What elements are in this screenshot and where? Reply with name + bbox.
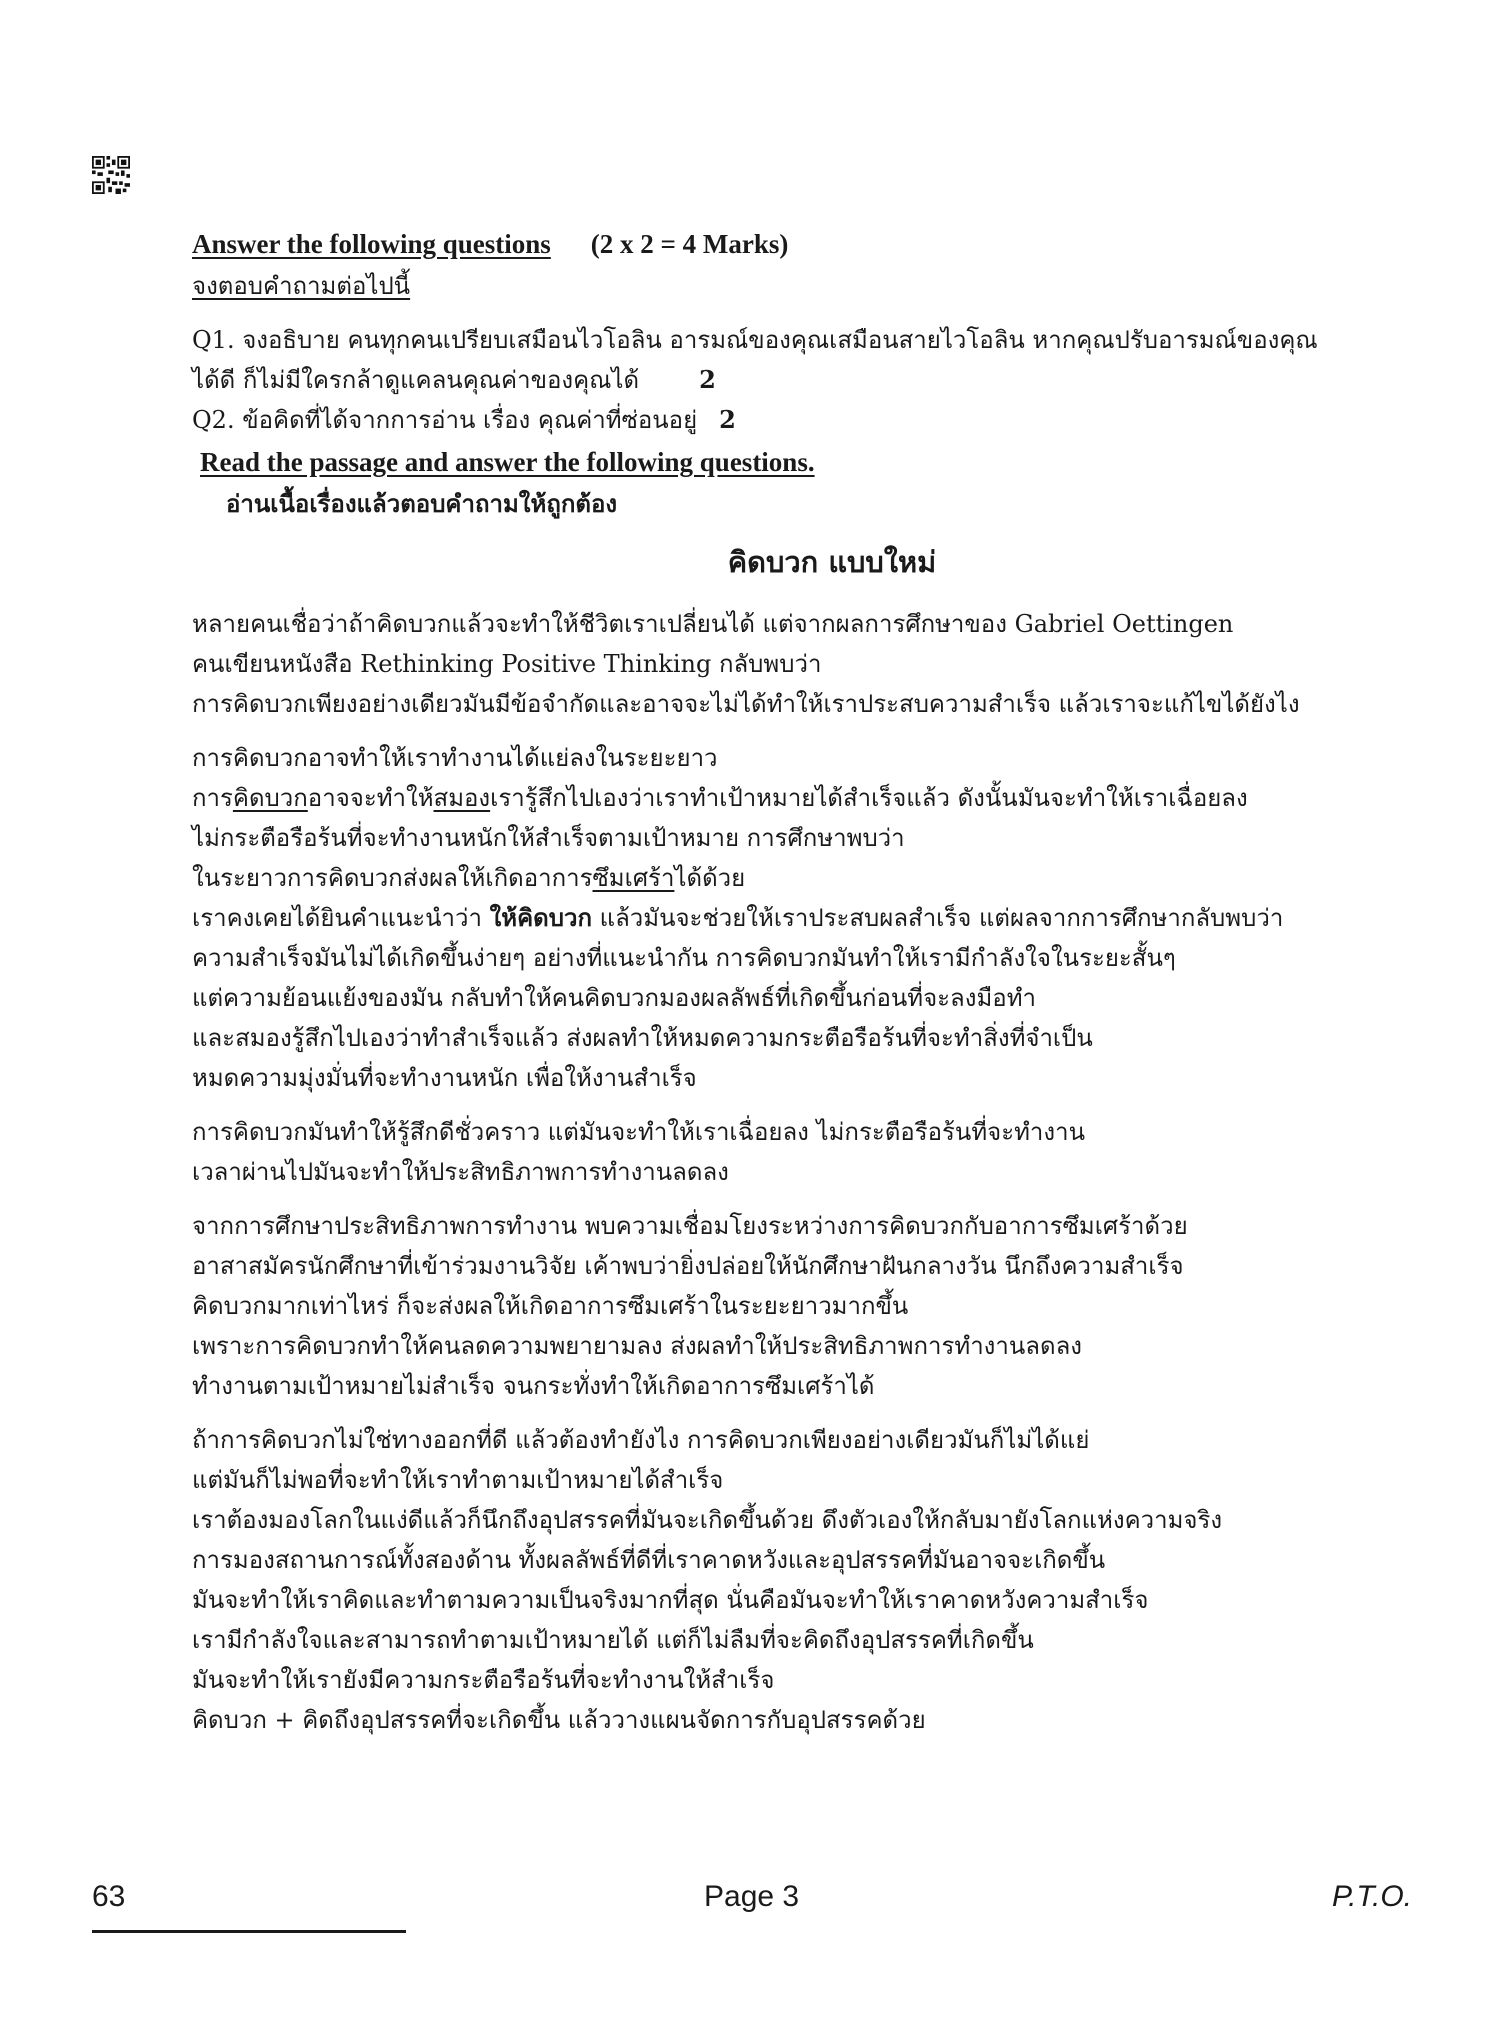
q2-marks: 2 — [719, 405, 736, 434]
underlined-term: ซึมเศร้า — [592, 864, 675, 892]
q2-text: Q2. ข้อคิดที่ได้จากการอ่าน เรื่อง คุณค่าที่ซ่อนอยู่ — [192, 406, 698, 434]
text-run: ได้ด้วย — [674, 864, 746, 892]
text-run: การ — [192, 784, 233, 812]
text-run: แล้วมันจะช่วยให้เราประสบผลสำเร็จ แต่ผลจากการศึกษากลับพบว่า — [591, 904, 1284, 932]
passage-paragraph-2 — [192, 738, 1342, 1098]
passage-line: คิดบวกมากเท่าไหร่ ก็จะส่งผลให้เกิดอาการซึมเศร้าในระยะยาวมากขึ้น — [192, 1292, 909, 1320]
q2-line — [192, 400, 1342, 440]
text-run: ในระยาวการคิดบวกส่งผลให้เกิดอาการ — [192, 864, 593, 892]
passage-line: และสมองรู้สึกไปเองว่าทำสำเร็จแล้ว ส่งผลทำให้หมดความกระตือรือร้นที่จะทำสิ่งที่จำเป็น — [192, 1024, 1093, 1052]
qr-code-icon — [92, 156, 130, 194]
passage-line: แต่ความย้อนแย้งของมัน กลับทำให้คนคิดบวกมองผลลัพธ์ที่เกิดขึ้นก่อนที่จะลงมือทำ — [192, 984, 1036, 1012]
paper-code: 63 — [92, 1880, 126, 1913]
passage-paragraph-3 — [192, 1112, 1342, 1192]
q1-marks: 2 — [699, 365, 716, 394]
passage-line: มันจะทำให้เรายังมีความกระตือรือร้นที่จะทำงานให้สำเร็จ — [192, 1666, 775, 1694]
text-run: อาจจะทำให้ — [307, 784, 434, 812]
page-footer — [92, 1880, 1412, 1920]
passage-line: แต่มันก็ไม่พอที่จะทำให้เราทำตามเป้าหมายได้สำเร็จ — [192, 1466, 724, 1494]
passage-line: การคิดบวกเพียงอย่างเดียวมันมีข้อจำกัดและอาจจะไม่ได้ทำให้เราประสบความสำเร็จ แล้วเราจะแก้ไขได้ยังไง — [192, 690, 1300, 718]
page-content — [192, 222, 1342, 1740]
passage-line — [192, 778, 1342, 818]
passage-line: หมดความมุ่งมั่นที่จะทำงานหนัก เพื่อให้งานสำเร็จ — [192, 1064, 697, 1092]
q1-line2-text: ได้ดี ก็ไม่มีใครกล้าดูแคลนคุณค่าของคุณได้ — [192, 366, 640, 394]
bold-term: ให้คิดบวก — [489, 903, 592, 932]
passage-line: จากการศึกษาประสิทธิภาพการทำงาน พบความเชื่อมโยงระหว่างการคิดบวกกับอาการซึมเศร้าด้วย — [192, 1212, 1188, 1240]
passage-paragraph-4 — [192, 1206, 1342, 1406]
passage-line: เพราะการคิดบวกทำให้คนลดความพยายามลง ส่งผลทำให้ประสิทธิภาพการทำงานลดลง — [192, 1332, 1082, 1360]
passage-line: การมองสถานการณ์ทั้งสองด้าน ทั้งผลลัพธ์ที่ดีที่เราคาดหวังและอุปสรรคที่มันอาจจะเกิดขึ้น — [192, 1546, 1106, 1574]
section2-instruction: อ่านเนื้อเรื่องแล้วตอบคำถามให้ถูกต้อง — [226, 489, 618, 518]
section1-heading-line — [192, 222, 1342, 266]
passage-line: หลายคนเชื่อว่าถ้าคิดบวกแล้วจะทำให้ชีวิตเราเปลี่ยนได้ แต่จากผลการศึกษาของ Gabriel Oettingen — [192, 610, 1234, 638]
section2-heading-line — [192, 440, 1342, 484]
text-run: เรารู้สึกไปเองว่าเราทำเป้าหมายได้สำเร็จแล้ว ดังนั้นมันจะทำให้เราเฉื่อยลง — [490, 784, 1248, 812]
passage-line: ความสำเร็จมันไม่ได้เกิดขึ้นง่ายๆ อย่างที่แนะนำกัน การคิดบวกมันทำให้เรามีกำลังใจในระยะสั้นๆ — [192, 944, 1176, 972]
passage-title: คิดบวก แบบใหม่ — [727, 545, 937, 579]
pto-label: P.T.O. — [1331, 1880, 1412, 1913]
passage-line: เราต้องมองโลกในแง่ดีแล้วก็นึกถึงอุปสรรคที่มันจะเกิดขึ้นด้วย ดึงตัวเองให้กลับมายังโลกแห่งความจริง — [192, 1506, 1223, 1534]
passage-paragraph-5 — [192, 1420, 1342, 1740]
section1-heading-th: จงตอบคำถามต่อไปนี้ — [192, 272, 411, 300]
underlined-term: สมอง — [433, 784, 491, 812]
section1-marks: (2 x 2 = 4 Marks) — [590, 229, 789, 259]
passage-line: อาสาสมัครนักศึกษาที่เข้าร่วมงานวิจัย เค้าพบว่ายิ่งปล่อยให้นักศึกษาฝันกลางวัน นึกถึงความสำเร็จ — [192, 1252, 1184, 1280]
passage-line — [192, 898, 1342, 938]
passage-line: เวลาผ่านไปมันจะทำให้ประสิทธิภาพการทำงานลดลง — [192, 1158, 729, 1186]
passage-line: คนเขียนหนังสือ Rethinking Positive Thinking กลับพบว่า — [192, 650, 822, 678]
passage-line — [192, 858, 1342, 898]
q1-line2 — [192, 360, 1342, 400]
passage-line: ไม่กระตือรือร้นที่จะทำงานหนักให้สำเร็จตามเป้าหมาย การศึกษาพบว่า — [192, 824, 905, 852]
page-number: Page 3 — [704, 1880, 800, 1913]
section1-heading: Answer the following questions — [192, 229, 551, 259]
passage-line: มันจะทำให้เราคิดและทำตามความเป็นจริงมากที่สุด นั่นคือมันจะทำให้เราคาดหวังความสำเร็จ — [192, 1586, 1149, 1614]
text-run: เราคงเคยได้ยินคำแนะนำว่า — [192, 904, 490, 932]
passage-line: ทำงานตามเป้าหมายไม่สำเร็จ จนกระทั่งทำให้เกิดอาการซึมเศร้าได้ — [192, 1372, 875, 1400]
q1-line1: Q1. จงอธิบาย คนทุกคนเปรียบเสมือนไวโอลิน อารมณ์ของคุณเสมือนสายไวโอลิน หากคุณปรับอารมณ์ของคุณ — [192, 326, 1318, 354]
passage-line: การคิดบวกอาจทำให้เราทำงานได้แย่ลงในระยะยาว — [192, 744, 718, 772]
passage-line: เรามีกำลังใจและสามารถทำตามเป้าหมายได้ แต่ก็ไม่ลืมที่จะคิดถึงอุปสรรคที่เกิดขึ้น — [192, 1626, 1034, 1654]
section2-heading: Read the passage and answer the following questions. — [200, 447, 815, 477]
passage-line: คิดบวก + คิดถึงอุปสรรคที่จะเกิดขึ้น แล้ววางแผนจัดการกับอุปสรรคด้วย — [192, 1706, 926, 1734]
footer-rule — [92, 1930, 406, 1933]
passage-line: ถ้าการคิดบวกไม่ใช่ทางออกที่ดี แล้วต้องทำยังไง การคิดบวกเพียงอย่างเดียวมันก็ไม่ได้แย่ — [192, 1426, 1090, 1454]
passage-line: การคิดบวกมันทำให้รู้สึกดีชั่วคราว แต่มันจะทำให้เราเฉื่อยลง ไม่กระตือรือร้นที่จะทำงาน — [192, 1118, 1085, 1146]
underlined-term: คิดบวก — [232, 784, 308, 812]
passage-paragraph-1 — [192, 604, 1342, 724]
